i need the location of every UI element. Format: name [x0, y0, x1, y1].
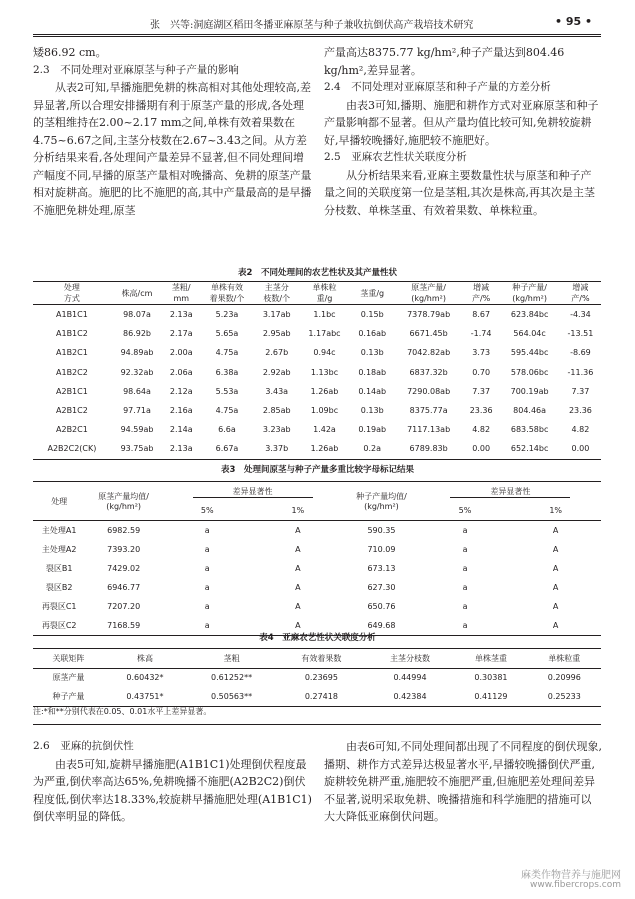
table-cell: A: [295, 526, 301, 535]
table-cell: a: [204, 602, 210, 611]
table-cell: A2B1C2: [56, 406, 88, 416]
table-4: [33, 648, 601, 707]
page-number: • 95 •: [555, 15, 593, 28]
table-cell: A1B1C1: [56, 310, 88, 320]
table-cell: 0.00: [571, 444, 590, 454]
table-4-caption: 表4 亚麻农艺性状关联度分析: [259, 633, 376, 643]
table-row: [33, 578, 601, 597]
table-cell: 5.65a: [215, 329, 239, 339]
table-cell: 0.60432*: [126, 673, 164, 683]
section-2-3-title: 2.3 不同处理对亚麻原茎与种子产量的影响: [33, 63, 239, 76]
table-row: [33, 687, 601, 706]
table-cell: 627.30: [367, 583, 396, 592]
table-cell: 8.67: [472, 310, 491, 320]
table-cell: A: [552, 564, 559, 573]
table-cell: 590.35: [367, 526, 396, 535]
table-cell: 6671.45b: [409, 329, 448, 339]
table-cell: 裂区B1: [45, 564, 73, 573]
table-cell: 7207.20: [107, 602, 141, 611]
table-cell: 1.26ab: [310, 444, 339, 454]
bottom-left-column: [33, 738, 313, 826]
table-header-row: [33, 649, 601, 669]
table-cell: -11.36: [567, 367, 594, 377]
section-2-6-title: 2.6 亚麻的抗倒伏性: [33, 740, 134, 752]
table-cell: 7393.20: [107, 545, 141, 554]
table-row: [33, 343, 601, 362]
table-cell: 0.18ab: [358, 367, 387, 377]
header-5pct: 5%: [420, 501, 511, 521]
table-2-header-cell: 种子产量/ (kg/hm²): [512, 283, 547, 303]
table-2-header-cell: 茎粗/ mm: [171, 283, 191, 303]
table-cell: 2.13a: [169, 444, 193, 454]
table-cell: a: [204, 583, 210, 592]
section-2-5-body: 从分析结果来看,亚麻主要数量性状与原茎和种子产量之间的关联度第一位是茎粗,其次是株高,再其次是主茎分枝数、单株茎重、有效着果数、单株粒重。: [324, 168, 595, 217]
table-cell: A1B2C2: [56, 367, 88, 377]
table-4-header-cell: 株高: [136, 653, 153, 663]
table-cell: 0.14ab: [358, 386, 387, 396]
table-cell: 673.13: [367, 564, 396, 573]
header-5pct: 5%: [162, 501, 253, 521]
continued-text: 产量高达8375.77 kg/hm²,种子产量达到804.46 kg/hm²,差异显著。: [324, 46, 565, 77]
table-cell: 7429.02: [107, 564, 141, 573]
watermark-url: www.fibercrops.com: [530, 880, 621, 890]
table-cell: 1.42a: [313, 425, 336, 435]
table-cell: A1B2C1: [56, 348, 88, 358]
table-row: [33, 439, 601, 459]
table-cell: 652.14bc: [510, 444, 549, 454]
table-cell: 1.1bc: [313, 310, 336, 320]
table-cell: 0.13b: [360, 406, 384, 416]
table-cell: 0.43751*: [126, 691, 164, 701]
table-cell: 7042.82ab: [407, 348, 451, 358]
table-cell: 0.50563**: [211, 691, 253, 701]
table-row: [33, 597, 601, 616]
table-cell: 6789.83b: [409, 444, 448, 454]
table-4-header-cell: 茎粗: [223, 653, 240, 663]
table-cell: 4.82: [571, 425, 590, 435]
table-cell: 2.12a: [169, 386, 193, 396]
table-cell: a: [462, 621, 468, 630]
section-2-6-body: 由表5可知,旋耕早播施肥(A1B1C1)处理倒伏程度最为严重,倒伏率高达65%,免耕晚播不施肥(A2B2C2)倒伏程度低,倒伏率达18.33%,较旋耕早播施肥处理(A1B1C1)倒伏率明显的降低。: [33, 757, 312, 823]
table-row: [33, 540, 601, 559]
table-cell: A: [552, 621, 559, 630]
table-cell: A: [295, 564, 301, 573]
table-row: [33, 382, 601, 401]
table-2-header-cell: 主茎分 枝数/个: [263, 283, 291, 303]
table-row: [33, 324, 601, 343]
table-cell: 623.84bc: [510, 310, 549, 320]
bottom-right-column: [324, 738, 602, 826]
table-2-header-cell: 增减 产/%: [471, 283, 491, 303]
table-cell: 0.30381: [474, 673, 508, 683]
table-row: [33, 559, 601, 578]
header-seed-mean: 种子产量均值/ (kg/hm²): [343, 482, 420, 521]
table-3-caption: 表3 处理间原茎与种子产量多重比较字母标记结果: [221, 465, 414, 475]
table-cell: 种子产量: [52, 691, 85, 701]
running-title: 张 兴等:洞庭湖区稻田冬播亚麻原茎与种子兼收抗倒伏高产栽培技术研究: [150, 20, 474, 31]
table-4-header-cell: 有效着果数: [301, 653, 342, 663]
table-2-header-cell: 茎重/g: [360, 288, 385, 298]
table-cell: A: [295, 545, 301, 554]
header-stem-mean: 原茎产量均值/ (kg/hm²): [85, 482, 162, 521]
table-cell: 4.82: [472, 425, 491, 435]
table-cell: 564.04c: [513, 329, 546, 339]
table-cell: 2.67b: [265, 348, 289, 358]
table-2-header-cell: 处理 方式: [63, 283, 80, 303]
header-stem-significance: 差异显著性: [162, 482, 343, 502]
table-cell: 92.32ab: [120, 367, 154, 377]
table-cell: 2.14a: [169, 425, 193, 435]
table-cell: 2.13a: [169, 310, 193, 320]
table-row: [33, 521, 601, 541]
table-cell: 3.23ab: [262, 425, 291, 435]
table-cell: 7.37: [571, 386, 590, 396]
table-cell: 710.09: [367, 545, 396, 554]
table-cell: 4.75a: [215, 406, 239, 416]
table-cell: A: [552, 583, 559, 592]
table-cell: -4.34: [570, 310, 591, 320]
table-cell: -1.74: [470, 329, 492, 339]
table-2: [33, 281, 601, 460]
table-cell: A: [552, 526, 559, 535]
table-cell: A: [295, 621, 301, 630]
table-cell: 主处理A2: [41, 545, 77, 554]
table-cell: 0.27418: [304, 691, 338, 701]
bottom-right-body: 由表6可知,不同处理间都出现了不同程度的倒伏现象,播期、耕作方式差异达极显著水平,早播较晚播倒伏严重,旋耕较免耕严重,施肥较不施肥严重,但施肥差处理间差异不显著,说明采取免耕、晚播措施和科学施肥的措施可以大大降低亚麻倒伏问题。: [324, 740, 602, 823]
table-cell: 804.46a: [513, 406, 547, 416]
table-cell: 7378.79ab: [407, 310, 451, 320]
header-rule: [33, 34, 601, 35]
table-cell: 5.23a: [215, 310, 239, 320]
table-cell: 3.37b: [265, 444, 289, 454]
table-cell: a: [462, 526, 468, 535]
table-4-header-cell: 关联矩阵: [52, 653, 85, 663]
table-cell: 700.19ab: [510, 386, 549, 396]
header-1pct: 1%: [253, 501, 344, 521]
note-rule: [33, 724, 601, 725]
table-cell: 再裂区C1: [41, 602, 77, 611]
table-cell: 0.70: [472, 367, 491, 377]
table-cell: 再裂区C2: [41, 621, 77, 630]
table-cell: 23.36: [568, 406, 592, 416]
section-2-3-body: 从表2可知,旱播施肥免耕的株高相对其他处理较高,差异显著,所以合理安排播期有利于原茎产量的形成,各处理的茎粗维持在2.00~2.17 mm之间,单株有效着果数在4.75~6.67之间,主茎分枝数在2.67~3.43之间。从方差分析结果来看,各处理间产量差异不显著,但不同处理间增产幅度不同,早播的原茎产量相对晚播高、免耕的原茎产量相对旋耕高。施肥的比不施肥的高,其中产量最高的是早播不施肥免耕处理,原茎: [33, 81, 312, 217]
table-cell: -13.51: [567, 329, 594, 339]
table-cell: 0.15b: [360, 310, 384, 320]
table-4-header-cell: 单株茎重: [474, 653, 507, 663]
table-cell: 主处理A1: [41, 526, 77, 535]
header-treatment: 处理: [33, 482, 85, 521]
table-cell: 6946.77: [107, 583, 141, 592]
table-cell: 2.85ab: [262, 406, 291, 416]
section-2-4-body: 由表3可知,播期、施肥和耕作方式对亚麻原茎和种子产量影响都不显著。但从产量均值比较可知,免耕较旋耕好,早播较晚播好,施肥较不施肥好。: [324, 98, 599, 147]
table-cell: 7.37: [472, 386, 491, 396]
table-2-header-cell: 原茎产量/ (kg/hm²): [411, 283, 446, 303]
table-cell: 0.16ab: [358, 329, 387, 339]
table-cell: a: [462, 583, 468, 592]
table-cell: 7117.13ab: [407, 425, 451, 435]
table-4-header-cell: 主茎分枝数: [390, 653, 430, 663]
table-3: [33, 481, 601, 636]
table-cell: a: [462, 564, 468, 573]
table-2-caption: 表2 不同处理间的农艺性状及其产量性状: [238, 268, 397, 278]
table-row: [33, 668, 601, 687]
table-cell: 93.75ab: [120, 444, 154, 454]
table-cell: 0.20996: [547, 673, 581, 683]
table-row: [33, 363, 601, 382]
table-cell: 1.13bc: [310, 367, 339, 377]
table-cell: A2B1C1: [56, 386, 88, 396]
table-cell: 2.00a: [169, 348, 193, 358]
table-cell: 6.67a: [215, 444, 239, 454]
table-cell: a: [204, 564, 210, 573]
table-cell: 1.09bc: [310, 406, 339, 416]
table-cell: 6.6a: [218, 425, 236, 435]
table-cell: a: [462, 602, 468, 611]
table-cell: 0.13b: [360, 348, 384, 358]
table-cell: 2.17a: [169, 329, 193, 339]
table-row: [33, 305, 601, 325]
table-cell: 0.25233: [547, 691, 581, 701]
table-cell: 0.2a: [363, 444, 382, 454]
table-4-note: 注:*和**分别代表在0.05、0.01水平上差异显著。: [33, 707, 212, 716]
table-header-row: [33, 482, 601, 502]
table-cell: A: [552, 602, 559, 611]
table-cell: 原茎产量: [52, 673, 85, 683]
table-cell: A: [295, 602, 301, 611]
top-right-column: [324, 44, 602, 219]
table-cell: 94.59ab: [120, 425, 154, 435]
top-left-column: [33, 44, 313, 219]
table-cell: 649.68: [367, 621, 396, 630]
table-cell: A1B1C2: [56, 329, 88, 339]
table-cell: 0.23695: [304, 673, 338, 683]
table-cell: 23.36: [469, 406, 493, 416]
table-cell: a: [462, 545, 468, 554]
table-cell: 0.42384: [393, 691, 427, 701]
table-cell: 595.44bc: [510, 348, 549, 358]
table-cell: 2.06a: [169, 367, 193, 377]
table-cell: a: [204, 545, 210, 554]
table-cell: A: [552, 545, 559, 554]
table-cell: 6.38a: [215, 367, 239, 377]
header-rule-2: [33, 36, 601, 37]
table-row: [33, 420, 601, 439]
table-cell: 0.61252**: [211, 673, 253, 683]
table-cell: 3.73: [472, 348, 491, 358]
table-cell: A: [295, 583, 301, 592]
table-cell: 0.00: [472, 444, 491, 454]
table-cell: 6982.59: [107, 526, 141, 535]
table-cell: 683.58bc: [510, 425, 549, 435]
header-1pct: 1%: [510, 501, 601, 521]
running-header: [0, 14, 635, 32]
table-cell: 8375.77a: [409, 406, 448, 416]
table-cell: A2B2C2(CK): [47, 444, 97, 454]
table-cell: 98.07a: [123, 310, 151, 320]
table-cell: -8.69: [570, 348, 591, 358]
watermark-title: 麻类作物营养与施肥网: [521, 870, 621, 881]
table-cell: 86.92b: [123, 329, 151, 339]
header-seed-significance: 差异显著性: [420, 482, 601, 502]
table-cell: 94.89ab: [120, 348, 154, 358]
table-cell: A2B2C1: [56, 425, 88, 435]
table-2-header-cell: 增减 产/%: [571, 283, 590, 303]
table-cell: 7168.59: [107, 621, 141, 630]
table-cell: 3.17ab: [262, 310, 291, 320]
table-cell: 1.17abc: [308, 329, 341, 339]
table-cell: 3.43a: [265, 386, 289, 396]
table-cell: 裂区B2: [45, 583, 73, 592]
table-cell: 0.19ab: [358, 425, 387, 435]
table-cell: 650.76: [367, 602, 396, 611]
table-cell: 2.92ab: [262, 367, 291, 377]
table-cell: 2.16a: [169, 406, 193, 416]
table-cell: 97.71a: [123, 406, 151, 416]
table-cell: 98.64a: [123, 386, 151, 396]
table-cell: 2.95ab: [262, 329, 291, 339]
table-cell: 0.44994: [393, 673, 427, 683]
section-2-5-title: 2.5 亚麻农艺性状关联度分析: [324, 151, 467, 163]
table-row: [33, 401, 601, 420]
table-cell: 5.53a: [215, 386, 239, 396]
table-cell: 4.75a: [215, 348, 239, 358]
table-cell: 0.94c: [313, 348, 336, 358]
table-cell: a: [204, 526, 210, 535]
table-cell: 1.26ab: [310, 386, 339, 396]
table-2-header-cell: 株高/cm: [121, 288, 153, 298]
table-header-row: [33, 282, 601, 305]
table-2-header-cell: 单株有效 着果数/个: [209, 283, 245, 303]
table-cell: 578.06bc: [510, 367, 549, 377]
continued-line: 矮86.92 cm。: [33, 46, 107, 59]
table-cell: 0.41129: [474, 691, 508, 701]
table-cell: 6837.32b: [409, 367, 448, 377]
table-cell: 7290.08ab: [407, 386, 451, 396]
table-2-header-cell: 单株粒 重/g: [312, 283, 337, 303]
table-4-header-cell: 单株粒重: [548, 653, 581, 663]
section-2-4-title: 2.4 不同处理对亚麻原茎和种子产量的方差分析: [324, 81, 551, 93]
table-cell: a: [204, 621, 210, 630]
